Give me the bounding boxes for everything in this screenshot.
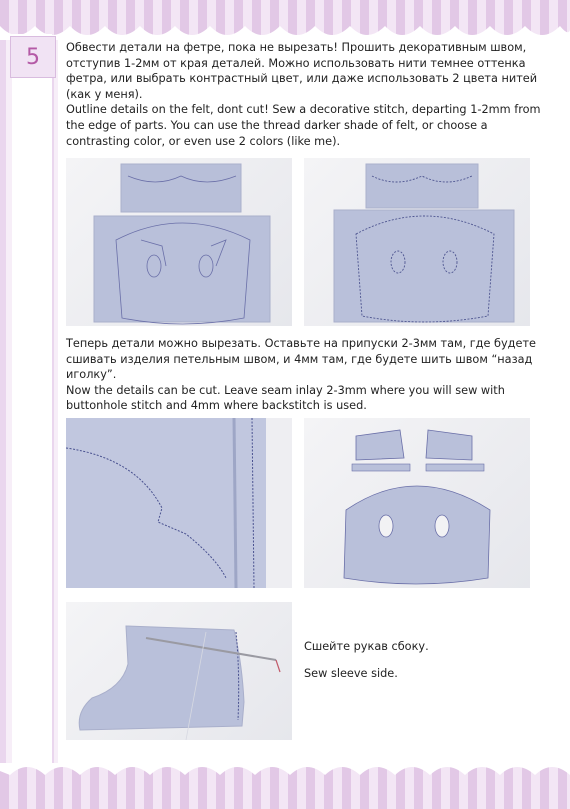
step1-english: Outline details on the felt, dont cut! Sew a decorative stitch, departing 1-2mm from the edge of parts. You can use the thread darker shade of felt, or choose a contrasting color, or even use 2 colors (like me). <box>66 103 541 148</box>
bottom-scallop-border <box>0 763 570 809</box>
top-scallop-border <box>0 0 570 40</box>
photo-stitch-closeup <box>66 418 292 588</box>
step1-russian: Обвести детали на фетре, пока не вырезать! Прошить декоративным швом, отступив 1-2мм от края деталей. Можно использовать нити темнее оттенка фетра, или выбрать контрастный цвет, или даже использовать 2 цвета нитей (как у меня). <box>66 41 538 101</box>
step2-russian: Теперь детали можно вырезать. Оставьте на припуски 2-3мм там, где будете сшивать изделия петельным швом, и 4мм там, где будете шить швом “назад иголку”. <box>66 337 536 382</box>
photo-outlined-felt-left <box>66 158 292 326</box>
page-number-badge <box>10 36 56 78</box>
step2-text <box>66 336 548 414</box>
step1-text <box>66 40 548 149</box>
step2-english: Now the details can be cut. Leave seam inlay 2-3mm where you will sew with buttonhole stitch and 4mm where backstitch is used. <box>66 383 505 413</box>
step3-russian: Сшейте рукав сбоку. <box>304 640 429 653</box>
left-inner-panel <box>12 34 52 769</box>
photo-sewing-sleeve <box>66 602 292 740</box>
step3-english: Sew sleeve side. <box>304 667 398 680</box>
page-number: 5 <box>26 44 40 70</box>
photo-stitched-felt-right <box>304 158 530 326</box>
photo-cut-pieces <box>304 418 530 588</box>
